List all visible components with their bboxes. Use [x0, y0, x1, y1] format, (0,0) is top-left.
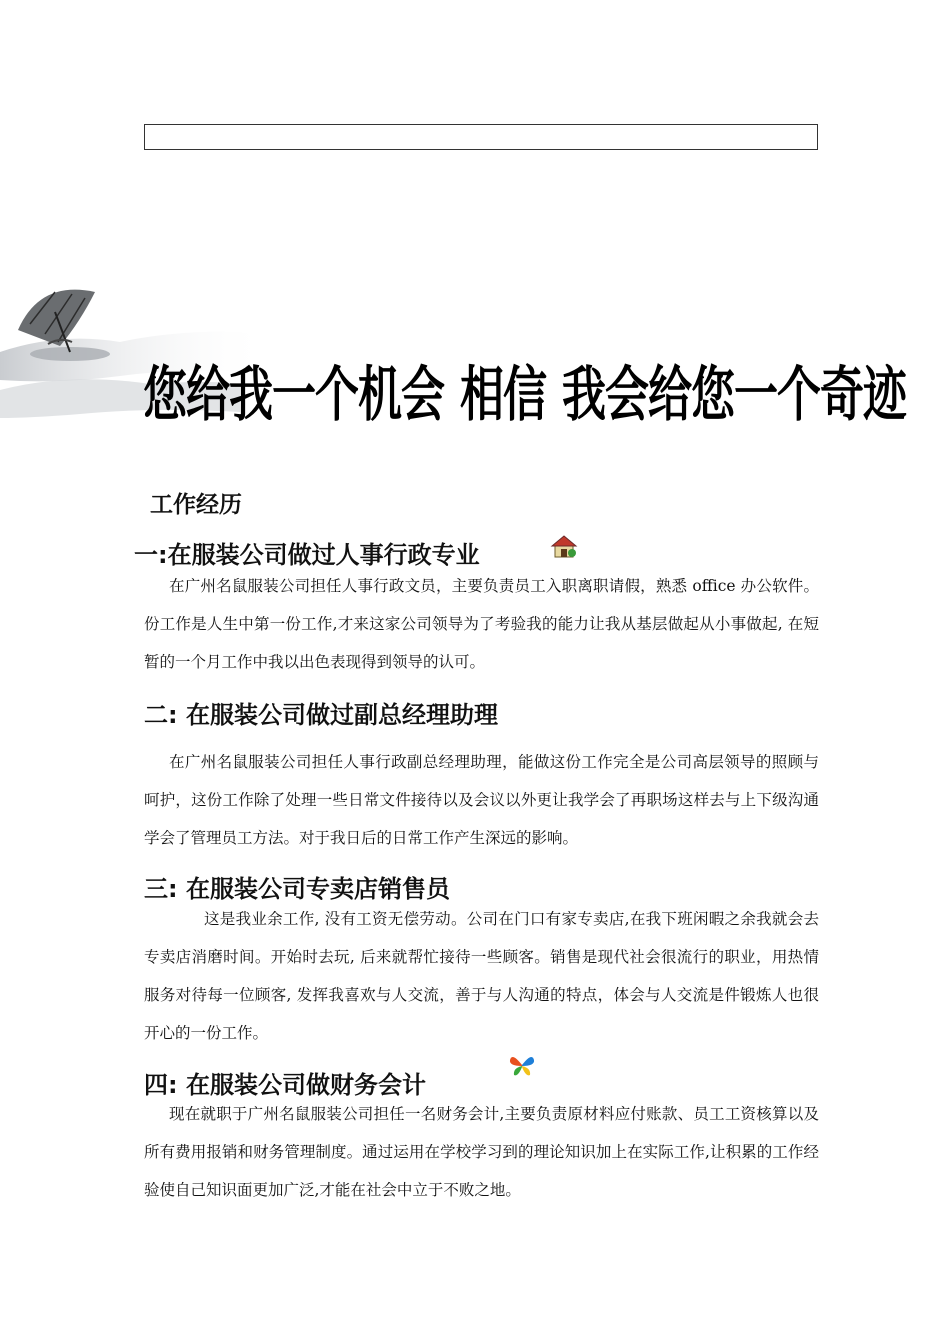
section-4-title: 四: 在服装公司做财务会计 — [144, 1071, 426, 1099]
slogan-part-3: 我会给您一个奇迹 — [562, 360, 906, 430]
slogan-part-2: 相信 — [460, 360, 546, 430]
section-3-title: 三: 在服装公司专卖店销售员 — [144, 875, 450, 903]
slogan-heading — [143, 346, 906, 432]
slogan-part-1: 您给我一个机会 — [143, 360, 444, 430]
section-3-body: 这是我业余工作, 没有工资无偿劳动。公司在门口有家专卖店,在我下班闲暇之余我就会去专卖店消磨时间。开始时去玩, 后来就帮忙接待一些顾客。销售是现代社会很流行的职业，用热情服务对待每一位顾客, 发挥我喜欢与人交流，善于与人沟通的特点，体会与人交流是件锻炼人也很开心的一份工作。 — [144, 910, 819, 1042]
section-4-body: 现在就职于广州名鼠服装公司担任一名财务会计,主要负责原材料应付账款、员工工资核算以及所有费用报销和财务管理制度。通过运用在学校学习到的理论知识加上在实际工作,让积累的工作经验使自己知识面更加广泛,才能在社会中立于不败之地。 — [144, 1105, 819, 1199]
house-icon — [550, 533, 578, 559]
butterfly-icon — [508, 1052, 536, 1078]
header-text-box — [144, 124, 818, 150]
section-1-title: 一:在服装公司做过人事行政专业 — [134, 541, 480, 569]
section-1-body: 在广州名鼠服装公司担任人事行政文员，主要负责员工入职离职请假，熟悉 office 办公软件。份工作是人生中第一份工作,才来这家公司领导为了考验我的能力让我从基层做起从小事做起, 在短暂的一个月工作中我以出色表现得到领导的认可。 — [144, 577, 819, 671]
work-experience-heading: 工作经历 — [150, 492, 242, 518]
section-2-body: 在广州名鼠服装公司担任人事行政副总经理助理，能做这份工作完全是公司高层领导的照顾与呵护，这份工作除了处理一些日常文件接待以及会议以外更让我学会了再职场这样去与上下级沟通学会了管理员工方法。对于我日后的日常工作产生深远的影响。 — [144, 753, 819, 847]
section-2-title: 二: 在服装公司做过副总经理助理 — [144, 701, 498, 729]
